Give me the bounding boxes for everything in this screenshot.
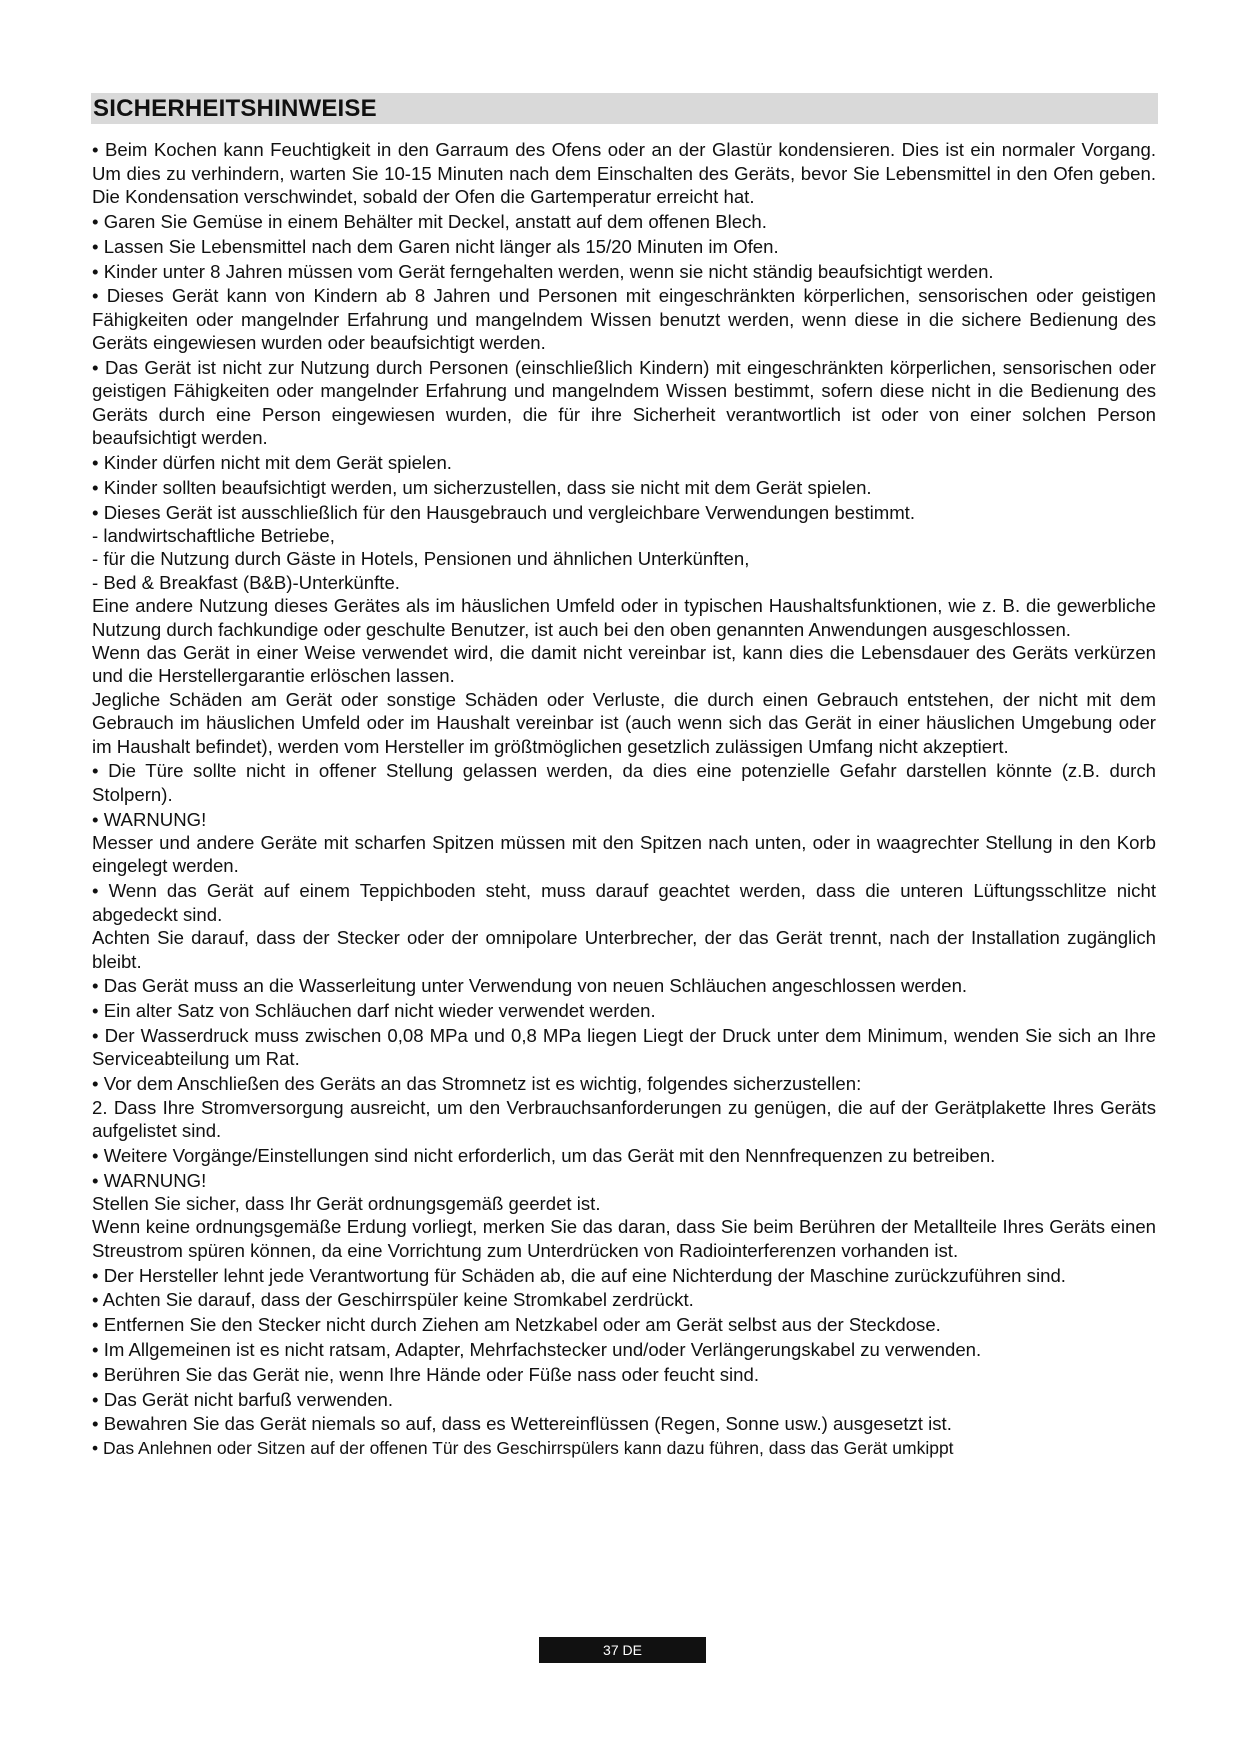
paragraph-text: Beim Kochen kann Feuchtigkeit in den Garraum des Ofens oder an der Glastür kondensieren. Dies ist ein normaler Vorgang. Um dies zu verhindern, warten Sie 10-15 Minuten nach dem Einschalten des Geräts, bevor Sie Lebensmittel in den Ofen geben. Die Kondensation verschwindet, sobald der Ofen die Gartemperatur erreicht hat.	[92, 139, 1156, 208]
bullet-paragraph	[92, 356, 1156, 450]
bullet-paragraph	[92, 1437, 1156, 1460]
paragraph-text: Das Gerät muss an die Wasserleitung unter Verwendung von neuen Schläuchen angeschlossen werden.	[103, 975, 968, 997]
paragraph-text: Kinder sollten beaufsichtigt werden, um sicherzustellen, dass sie nicht mit dem Gerät spielen.	[103, 476, 872, 498]
bullet-paragraph	[92, 1412, 1156, 1435]
paragraph-text: Dieses Gerät ist ausschließlich für den Hausgebrauch und vergleichbare Verwendungen bestimmt.	[103, 501, 916, 523]
paragraph-text: - für die Nutzung durch Gäste in Hotels, Pensionen und ähnlichen Unterkünften,	[92, 548, 750, 570]
paragraph-text: Jegliche Schäden am Gerät oder sonstige Schäden oder Verluste, die durch einen Gebrauch entstehen, der nicht mit dem Gebrauch im häuslichen Umfeld oder im Haushalt vereinbar ist (auch wenn sich das Gerät in einer häuslichen Umgebung oder im Haushalt befindet), werden vom Hersteller im größtmöglichen gesetzlich zulässigen Umfang nicht akzeptiert.	[92, 688, 1156, 757]
paragraph-text: Das Anlehnen oder Sitzen auf der offenen Tür des Geschirrspülers kann dazu führen, dass das Gerät umkippt	[103, 1438, 954, 1459]
paragraph-text: Weitere Vorgänge/Einstellungen sind nicht erforderlich, um das Gerät mit den Nennfrequenzen zu betreiben.	[103, 1144, 996, 1166]
paragraph-text: Messer und andere Geräte mit scharfen Spitzen müssen mit den Spitzen nach unten, oder in waagrechter Stellung in den Korb eingelegt werden.	[92, 832, 1156, 877]
paragraph-text: 2. Dass Ihre Stromversorgung ausreicht, um den Verbrauchsanforderungen zu genügen, die auf der Gerätplakette Ihres Geräts aufgelistet sind.	[92, 1096, 1156, 1141]
bullet-paragraph	[92, 210, 1156, 233]
paragraph-text: Die Türe sollte nicht in offener Stellung gelassen werden, da dies eine potenzielle Gefahr darstellen könnte (z.B. durch Stolpern).	[92, 760, 1156, 805]
paragraph-text: Dieses Gerät kann von Kindern ab 8 Jahren und Personen mit eingeschränkten körperlichen, sensorischen oder geistigen Fähigkeiten oder mangelnder Erfahrung und mangelndem Wissen benutzt werden, wenn diese in die sichere Bedienung des Geräts eingewiesen wurden oder beaufsichtigt werden.	[92, 285, 1156, 354]
bullet-paragraph	[92, 974, 1156, 997]
bullet-icon: •	[92, 880, 109, 902]
bullet-icon: •	[92, 211, 104, 232]
paragraph-text: Im Allgemeinen ist es nicht ratsam, Adapter, Mehrfachstecker und/oder Verlängerungskabel zu verwenden.	[103, 1338, 982, 1360]
text-paragraph	[92, 688, 1156, 758]
bullet-icon: •	[92, 1388, 104, 1410]
bullet-paragraph	[92, 476, 1156, 499]
paragraph-text: Das Gerät ist nicht zur Nutzung durch Personen (einschließlich Kindern) mit eingeschränkten körperlichen, sensorischen oder geistigen Fähigkeiten oder mangelnder Erfahrung und mangelndem Wissen bestimmt, sofern diese nicht in die Bedienung des Geräts durch eine Person eingewiesen wurden, die für ihre Sicherheit verantwortlich ist oder von einer solchen Person beaufsichtigt werden.	[92, 357, 1156, 449]
paragraph-text: Lassen Sie Lebensmittel nach dem Garen nicht länger als 15/20 Minuten im Ofen.	[103, 235, 779, 257]
page-number-label: 37 DE	[539, 1637, 706, 1663]
paragraph-text: Bewahren Sie das Gerät niemals so auf, dass es Wettereinflüssen (Regen, Sonne usw.) ausgesetzt ist.	[103, 1413, 952, 1435]
text-paragraph	[92, 926, 1156, 973]
text-paragraph	[92, 641, 1156, 688]
paragraph-text: Ein alter Satz von Schläuchen darf nicht wieder verwendet werden.	[103, 1000, 656, 1022]
text-paragraph	[92, 831, 1156, 878]
bullet-icon: •	[92, 1363, 104, 1385]
paragraph-text: Vor dem Anschließen des Geräts an das Stromnetz ist es wichtig, folgendes sicherzustellen:	[103, 1073, 862, 1095]
bullet-paragraph	[92, 1288, 1156, 1311]
paragraph-text: Wenn keine ordnungsgemäße Erdung vorliegt, merken Sie das daran, dass Sie beim Berühren der Metallteile Ihres Geräts einen Streustrom spüren können, da eine Vorrichtung zum Unterdrücken von Radiointerferenzen vorhanden ist.	[92, 1216, 1156, 1261]
bullet-icon: •	[92, 1169, 104, 1191]
bullet-paragraph	[92, 1144, 1156, 1167]
bullet-paragraph	[92, 1363, 1156, 1386]
paragraph-text: Stellen Sie sicher, dass Ihr Gerät ordnungsgemäß geerdet ist.	[92, 1192, 601, 1214]
bullet-icon: •	[92, 357, 105, 378]
paragraph-text: Eine andere Nutzung dieses Gerätes als im häuslichen Umfeld oder in typischen Haushaltsfunktionen, wie z. B. die gewerbliche Nutzung durch fachkundige oder geschulte Benutzer, ist auch bei den oben genannten Anwendungen ausgeschlossen.	[92, 595, 1156, 640]
bullet-icon: •	[92, 1413, 104, 1435]
bullet-paragraph	[92, 1169, 1156, 1192]
paragraph-text: - Bed & Breakfast (B&B)-Unterkünfte.	[92, 571, 400, 593]
bullet-icon: •	[92, 1000, 104, 1022]
bullet-paragraph	[92, 260, 1156, 283]
bullet-paragraph	[92, 759, 1156, 806]
bullet-icon: •	[92, 975, 104, 997]
bullet-icon: •	[92, 1264, 104, 1286]
bullet-paragraph	[92, 235, 1156, 258]
paragraph-text: Der Wasserdruck muss zwischen 0,08 MPa und 0,8 MPa liegen Liegt der Druck unter dem Minimum, wenden Sie sich an Ihre Serviceabteilung um Rat.	[92, 1024, 1156, 1070]
bullet-paragraph	[92, 284, 1156, 354]
text-paragraph	[92, 1096, 1156, 1143]
paragraph-text: Kinder dürfen nicht mit dem Gerät spielen.	[103, 452, 452, 474]
bullet-icon: •	[92, 1338, 104, 1360]
text-paragraph	[92, 1215, 1156, 1262]
bullet-icon: •	[92, 235, 104, 257]
bullet-icon: •	[92, 1438, 103, 1459]
bullet-paragraph	[92, 879, 1156, 926]
paragraph-text: Achten Sie darauf, dass der Geschirrspüler keine Stromkabel zerdrückt.	[102, 1289, 694, 1311]
bullet-icon: •	[92, 1024, 105, 1046]
paragraph-text: - landwirtschaftliche Betriebe,	[92, 525, 335, 547]
bullet-icon: •	[92, 1289, 103, 1311]
bullet-paragraph	[92, 1313, 1156, 1336]
paragraph-text: Garen Sie Gemüse in einem Behälter mit Deckel, anstatt auf dem offenen Blech.	[103, 211, 767, 232]
bullet-icon: •	[92, 1073, 104, 1095]
bullet-icon: •	[92, 139, 105, 161]
safety-instructions-body	[92, 137, 1156, 1461]
text-paragraph	[92, 571, 1156, 594]
text-paragraph	[92, 1192, 1156, 1215]
bullet-icon: •	[92, 501, 104, 523]
bullet-icon: •	[92, 452, 104, 474]
bullet-icon: •	[92, 808, 104, 830]
text-paragraph	[92, 547, 1156, 570]
paragraph-text: Das Gerät nicht barfuß verwenden.	[103, 1388, 394, 1410]
bullet-icon: •	[92, 476, 104, 498]
bullet-icon: •	[92, 260, 104, 282]
bullet-icon: •	[92, 1314, 104, 1336]
bullet-icon: •	[92, 285, 107, 307]
bullet-paragraph	[92, 1264, 1156, 1287]
paragraph-text: Wenn das Gerät auf einem Teppichboden steht, muss darauf geachtet werden, dass die unteren Lüftungsschlitze nicht abgedeckt sind.	[92, 880, 1156, 925]
text-paragraph	[92, 524, 1156, 547]
bullet-paragraph	[92, 138, 1156, 208]
paragraph-text: Wenn das Gerät in einer Weise verwendet wird, die damit nicht vereinbar ist, kann dies die Lebensdauer des Geräts verkürzen und die Herstellergarantie erlöschen lassen.	[92, 642, 1156, 687]
paragraph-text: Entfernen Sie den Stecker nicht durch Ziehen am Netzkabel oder am Gerät selbst aus der Steckdose.	[103, 1314, 941, 1336]
bullet-paragraph	[92, 1338, 1156, 1361]
bullet-paragraph	[92, 451, 1156, 474]
bullet-paragraph	[92, 1388, 1156, 1411]
bullet-paragraph	[92, 1024, 1156, 1071]
paragraph-text: WARNUNG!	[103, 1169, 207, 1191]
paragraph-text: WARNUNG!	[103, 808, 207, 830]
bullet-paragraph	[92, 501, 1156, 524]
paragraph-text: Kinder unter 8 Jahren müssen vom Gerät ferngehalten werden, wenn sie nicht ständig beaufsichtigt werden.	[103, 260, 994, 282]
bullet-icon: •	[92, 1144, 104, 1166]
bullet-paragraph	[92, 808, 1156, 831]
section-title: SICHERHEITSHINWEISE	[91, 93, 1158, 124]
bullet-icon: •	[92, 760, 109, 782]
bullet-paragraph	[92, 999, 1156, 1022]
paragraph-text: Achten Sie darauf, dass der Stecker oder der omnipolare Unterbrecher, der das Gerät trennt, nach der Installation zugänglich bleibt.	[92, 927, 1156, 972]
text-paragraph	[92, 594, 1156, 641]
paragraph-text: Der Hersteller lehnt jede Verantwortung für Schäden ab, die auf eine Nichterdung der Maschine zurückzuführen sind.	[103, 1264, 1066, 1286]
paragraph-text: Berühren Sie das Gerät nie, wenn Ihre Hände oder Füße nass oder feucht sind.	[103, 1363, 759, 1385]
bullet-paragraph	[92, 1072, 1156, 1095]
